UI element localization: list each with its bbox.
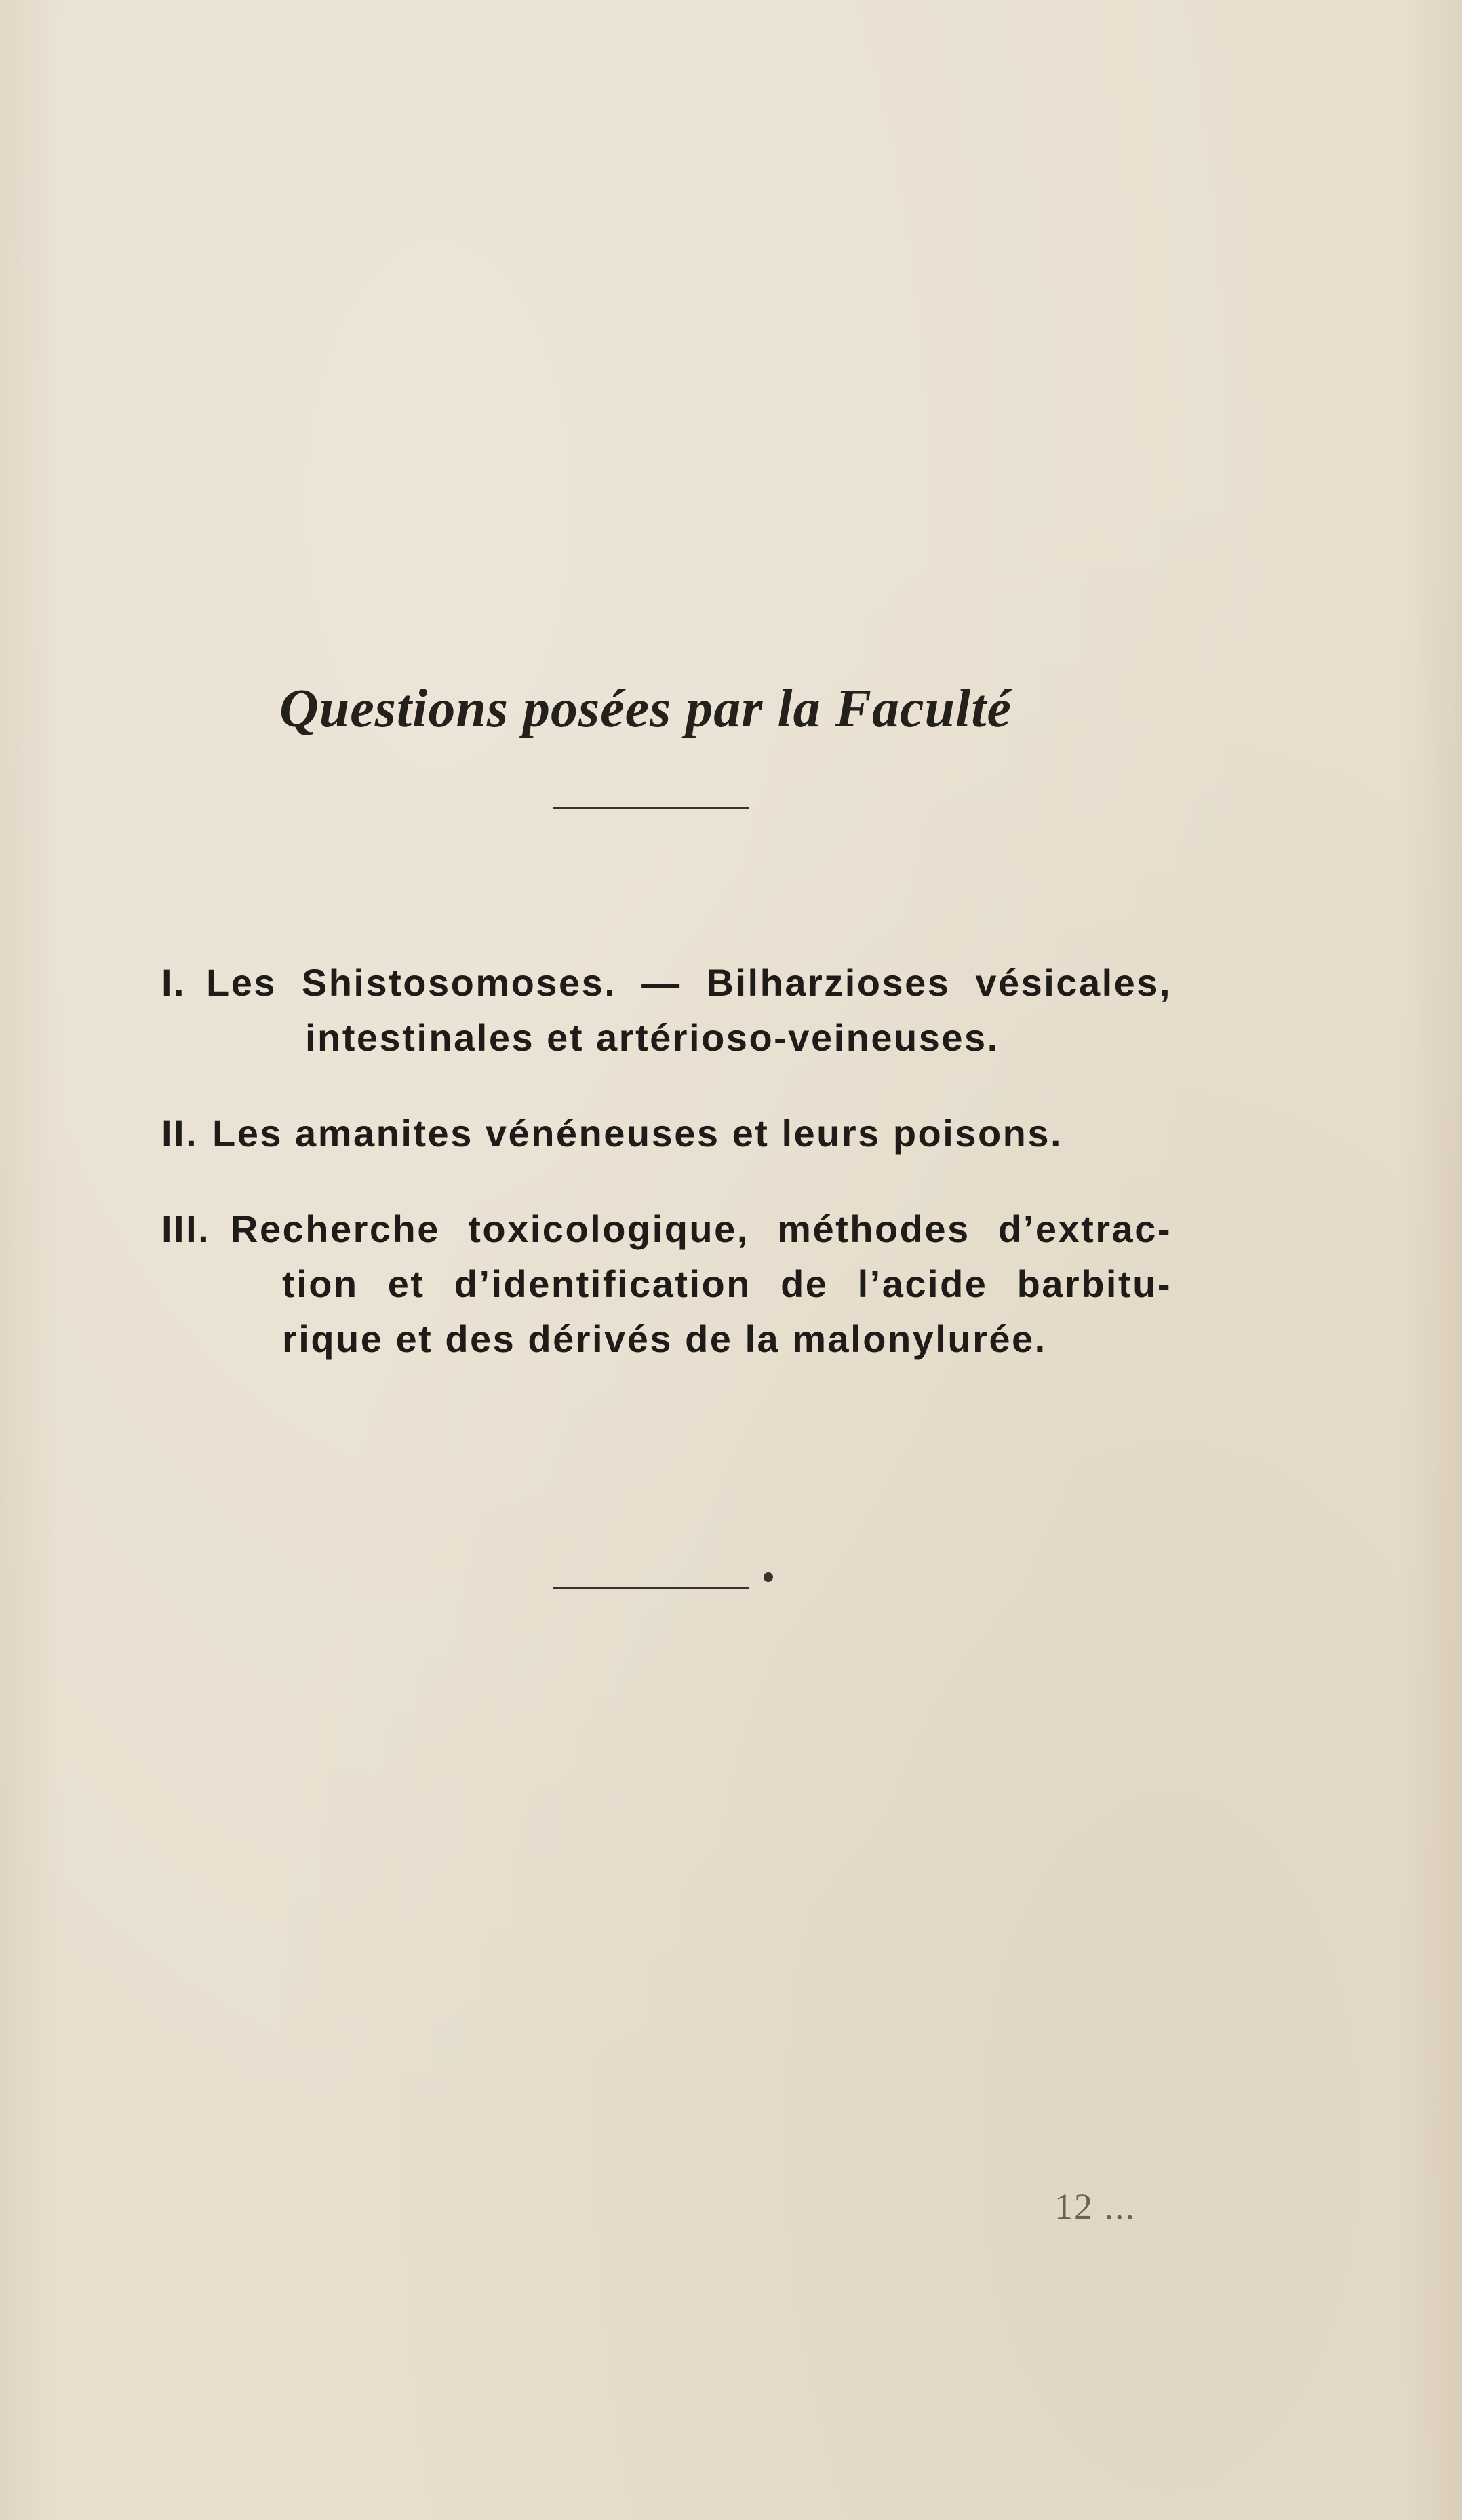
title-divider [553,807,749,809]
question-number: I. [161,961,186,1004]
questions-list [161,955,1179,1407]
question-item [161,1106,1179,1161]
question-line: intestinales et artérioso-veineuses. [305,1016,1000,1059]
divider-dot-icon [764,1572,773,1582]
question-number: II. [161,1112,199,1155]
page-title: Questions posées par la Faculté [279,679,1012,739]
question-number: III. [161,1207,211,1250]
question-item [161,955,1179,1065]
question-item [161,1201,1179,1366]
question-line: Les amanites vénéneuses et leurs poisons. [212,1112,1063,1155]
page-number: 12 ... [1054,2186,1136,2227]
question-line: rique et des dérivés de la malonylurée. [282,1317,1047,1360]
closing-divider [553,1587,749,1589]
question-line: Recherche toxicologique, méthodes d’extrac- [231,1207,1172,1250]
question-line: Les Shistosomoses. — Bilharzioses vésicales, [206,961,1172,1004]
question-line: tion et d’identification de l’acide barbitu- [282,1262,1172,1305]
